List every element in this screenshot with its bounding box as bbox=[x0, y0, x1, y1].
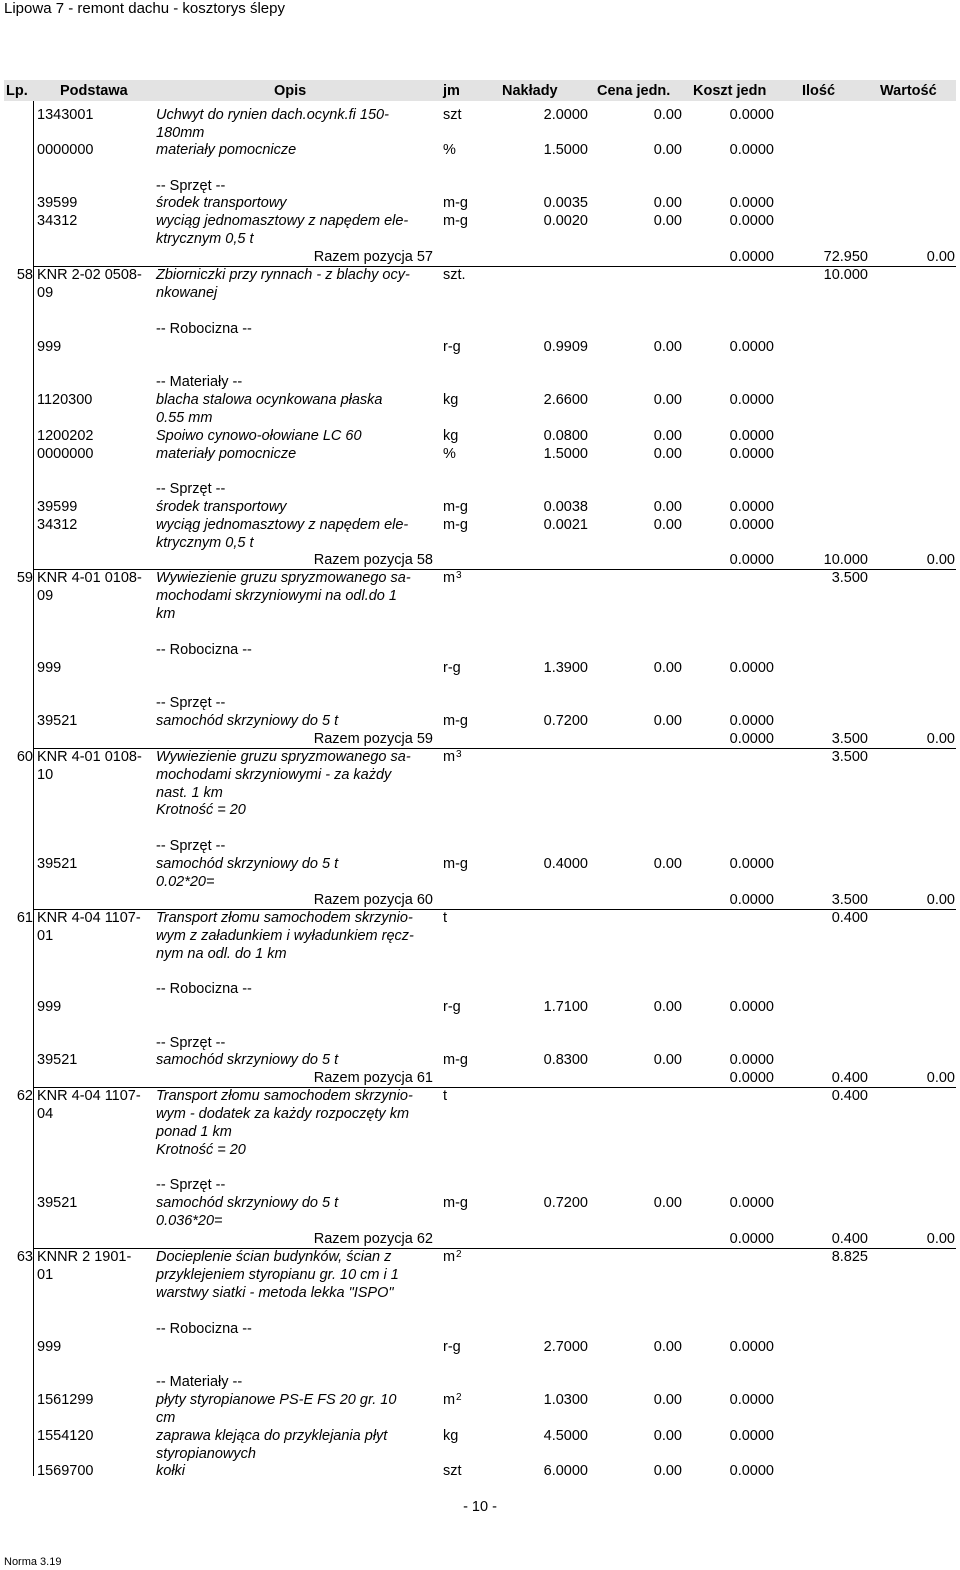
cell-jm: kg bbox=[443, 1428, 459, 1444]
page-number: - 10 - bbox=[463, 1499, 497, 1515]
cell-jm: szt. bbox=[443, 267, 466, 283]
cell-ilosc: 8.825 bbox=[831, 1249, 868, 1265]
cell-kod: 0000000 bbox=[37, 142, 94, 158]
cell-kod: 1554120 bbox=[37, 1428, 94, 1444]
cell-pozycja: Docieplenie ścian budynków, ścian z bbox=[156, 1249, 392, 1265]
cell-jm: t bbox=[443, 1088, 448, 1104]
cell-opis: ktrycznym 0,5 t bbox=[156, 231, 254, 247]
cell-cena: 0.00 bbox=[653, 213, 682, 229]
cell-naklady: 0.8300 bbox=[543, 1052, 588, 1068]
cell-pozycja: nym na odl. do 1 km bbox=[156, 946, 287, 962]
cell-ilosc: 10.000 bbox=[823, 267, 868, 283]
header-ilosc: Ilość bbox=[802, 83, 836, 99]
cell-cena: 0.00 bbox=[653, 660, 682, 676]
cell-opis: Spoiwo cynowo-ołowiane LC 60 bbox=[156, 428, 362, 444]
cell-lp: 60 bbox=[16, 749, 33, 765]
cell-sekcja: -- Robocizna -- bbox=[156, 1321, 252, 1337]
cell-pozycja: wym - dodatek za każdy rozpoczęty km bbox=[156, 1106, 410, 1122]
header-wartosc: Wartość bbox=[880, 83, 937, 99]
cell-ilosc: 72.950 bbox=[823, 249, 868, 265]
cell-kod: 1569700 bbox=[37, 1463, 94, 1479]
cell-naklady: 0.7200 bbox=[543, 1195, 588, 1211]
cell-naklady: 0.0020 bbox=[543, 213, 588, 229]
cell-naklady: 2.7000 bbox=[543, 1339, 588, 1355]
header-opis: Opis bbox=[274, 83, 307, 99]
cell-jm-superscript: 2 bbox=[456, 1392, 462, 1403]
cell-wartosc: 0.00 bbox=[926, 1231, 955, 1247]
cell-cena: 0.00 bbox=[653, 517, 682, 533]
cell-pozycja: km bbox=[156, 606, 176, 622]
cell-jm: r-g bbox=[443, 1339, 461, 1355]
cell-kod: KNR 2-02 0508- bbox=[37, 267, 142, 283]
cell-lp: 62 bbox=[16, 1088, 33, 1104]
cell-ilosc: 0.400 bbox=[831, 1231, 868, 1247]
header-koszt: Koszt jedn bbox=[693, 83, 767, 99]
cell-naklady: 0.0038 bbox=[543, 499, 588, 515]
cell-cena: 0.00 bbox=[653, 713, 682, 729]
page-title: Lipowa 7 - remont dachu - kosztorys ślepy bbox=[4, 0, 285, 17]
cell-jm: kg bbox=[443, 428, 459, 444]
cell-kod: 39521 bbox=[37, 713, 78, 729]
cell-pozycja: mochodami skrzyniowymi na odl.do 1 bbox=[156, 588, 397, 604]
cell-kod: 01 bbox=[37, 928, 54, 944]
cell-naklady: 4.5000 bbox=[543, 1428, 588, 1444]
cell-naklady: 1.3900 bbox=[543, 660, 588, 676]
cell-pozycja: Zbiorniczki przy rynnach - z blachy ocy- bbox=[156, 267, 410, 283]
cell-kod: 39521 bbox=[37, 1195, 78, 1211]
cell-opis: Uchwyt do rynien dach.ocynk.fi 150- bbox=[156, 107, 389, 123]
cell-kod: 0000000 bbox=[37, 446, 94, 462]
cell-jm: t bbox=[443, 910, 448, 926]
header-cena: Cena jedn. bbox=[597, 83, 671, 99]
cell-opis: materiały pomocnicze bbox=[156, 142, 297, 158]
cell-kod: 34312 bbox=[37, 517, 78, 533]
cell-cena: 0.00 bbox=[653, 142, 682, 158]
cell-koszt: 0.0000 bbox=[729, 1392, 774, 1408]
cell-opis: płyty styropianowe PS-E FS 20 gr. 10 bbox=[156, 1392, 397, 1408]
cell-naklady: 1.0300 bbox=[543, 1392, 588, 1408]
cell-wartosc: 0.00 bbox=[926, 249, 955, 265]
cell-naklady: 0.0035 bbox=[543, 195, 588, 211]
table-left-border bbox=[33, 101, 34, 1476]
cell-opis: wyciąg jednomasztowy z napędem ele- bbox=[156, 213, 409, 229]
cell-opis: 0.036*20= bbox=[156, 1213, 223, 1229]
cell-naklady: 0.4000 bbox=[543, 856, 588, 872]
cell-jm-superscript: 3 bbox=[456, 570, 462, 581]
cell-pozycja: Krotność = 20 bbox=[156, 802, 246, 818]
cell-kod: 1343001 bbox=[37, 107, 94, 123]
cell-jm: m-g bbox=[443, 713, 468, 729]
cell-cena: 0.00 bbox=[653, 1339, 682, 1355]
cell-sekcja: -- Sprzęt -- bbox=[156, 695, 226, 711]
cell-kod: 999 bbox=[37, 999, 62, 1015]
cell-naklady: 0.0021 bbox=[543, 517, 588, 533]
cell-jm: szt bbox=[443, 107, 462, 123]
cell-jm: m-g bbox=[443, 213, 468, 229]
cell-cena: 0.00 bbox=[653, 499, 682, 515]
cell-jm: m-g bbox=[443, 1195, 468, 1211]
cell-ilosc: 3.500 bbox=[831, 749, 868, 765]
cell-naklady: 1.5000 bbox=[543, 446, 588, 462]
cell-koszt: 0.0000 bbox=[729, 142, 774, 158]
cell-jm: % bbox=[443, 446, 456, 462]
cell-jm: r-g bbox=[443, 339, 461, 355]
cell-opis: wyciąg jednomasztowy z napędem ele- bbox=[156, 517, 409, 533]
cell-kod: 39599 bbox=[37, 499, 78, 515]
cell-jm: r-g bbox=[443, 660, 461, 676]
cell-opis: 180mm bbox=[156, 125, 205, 141]
cell-razem: Razem pozycja 60 bbox=[313, 892, 433, 908]
norma-version: Norma 3.19 bbox=[4, 1556, 62, 1568]
cell-opis: 0.02*20= bbox=[156, 874, 215, 890]
cell-kod: 10 bbox=[37, 767, 54, 783]
cell-pozycja: wym z załadunkiem i wyładunkiem ręcz- bbox=[156, 928, 414, 944]
cell-kod: 01 bbox=[37, 1267, 54, 1283]
cell-jm: m-g bbox=[443, 499, 468, 515]
cell-pozycja: warstwy siatki - metoda lekka "ISPO" bbox=[156, 1285, 394, 1301]
cell-jm: m bbox=[443, 1249, 456, 1265]
cell-naklady: 2.6600 bbox=[543, 392, 588, 408]
cell-naklady: 2.0000 bbox=[543, 107, 588, 123]
cell-pozycja: nkowanej bbox=[156, 285, 218, 301]
cell-koszt: 0.0000 bbox=[729, 713, 774, 729]
cell-naklady: 1.5000 bbox=[543, 142, 588, 158]
cell-sekcja: -- Robocizna -- bbox=[156, 321, 252, 337]
header-lp: Lp. bbox=[6, 83, 28, 99]
cell-opis: ktrycznym 0,5 t bbox=[156, 535, 254, 551]
cell-lp: 63 bbox=[16, 1249, 33, 1265]
cell-koszt: 0.0000 bbox=[729, 1339, 774, 1355]
cell-naklady: 0.9909 bbox=[543, 339, 588, 355]
cell-koszt: 0.0000 bbox=[729, 392, 774, 408]
cell-jm: szt bbox=[443, 1463, 462, 1479]
cell-opis: cm bbox=[156, 1410, 176, 1426]
cell-jm: r-g bbox=[443, 999, 461, 1015]
cell-opis: samochód skrzyniowy do 5 t bbox=[156, 1195, 339, 1211]
cell-ilosc: 0.400 bbox=[831, 910, 868, 926]
cell-koszt: 0.0000 bbox=[729, 1428, 774, 1444]
cell-ilosc: 0.400 bbox=[831, 1088, 868, 1104]
cell-cena: 0.00 bbox=[653, 1052, 682, 1068]
cell-naklady: 0.0800 bbox=[543, 428, 588, 444]
cell-sekcja: -- Sprzęt -- bbox=[156, 178, 226, 194]
cell-koszt: 0.0000 bbox=[729, 552, 774, 568]
cell-cena: 0.00 bbox=[653, 339, 682, 355]
cell-jm: m-g bbox=[443, 517, 468, 533]
cell-koszt: 0.0000 bbox=[729, 249, 774, 265]
cell-pozycja: Krotność = 20 bbox=[156, 1142, 246, 1158]
cell-koszt: 0.0000 bbox=[729, 446, 774, 462]
cell-kod: 04 bbox=[37, 1106, 54, 1122]
cell-cena: 0.00 bbox=[653, 107, 682, 123]
cell-kod: KNR 4-04 1107- bbox=[37, 1088, 141, 1104]
cell-cena: 0.00 bbox=[653, 1392, 682, 1408]
cell-ilosc: 3.500 bbox=[831, 570, 868, 586]
cell-kod: 39521 bbox=[37, 1052, 78, 1068]
cell-opis: kołki bbox=[156, 1463, 186, 1479]
cell-cena: 0.00 bbox=[653, 195, 682, 211]
cell-jm-superscript: 2 bbox=[456, 1249, 462, 1260]
cell-cena: 0.00 bbox=[653, 392, 682, 408]
cell-lp: 59 bbox=[16, 570, 33, 586]
cell-pozycja: przyklejeniem styropianu gr. 10 cm i 1 bbox=[156, 1267, 399, 1283]
cell-wartosc: 0.00 bbox=[926, 552, 955, 568]
cell-jm: m bbox=[443, 1392, 456, 1408]
cell-wartosc: 0.00 bbox=[926, 1070, 955, 1086]
cell-cena: 0.00 bbox=[653, 1463, 682, 1479]
cell-cena: 0.00 bbox=[653, 1428, 682, 1444]
cell-cena: 0.00 bbox=[653, 446, 682, 462]
cell-kod: 1561299 bbox=[37, 1392, 94, 1408]
cell-lp: 61 bbox=[16, 910, 33, 926]
cell-koszt: 0.0000 bbox=[729, 892, 774, 908]
cell-kod: KNR 4-01 0108- bbox=[37, 749, 142, 765]
cell-kod: 999 bbox=[37, 1339, 62, 1355]
cell-opis: samochód skrzyniowy do 5 t bbox=[156, 713, 339, 729]
cell-opis: zaprawa klejąca do przyklejania płyt bbox=[156, 1428, 388, 1444]
cell-kod: 999 bbox=[37, 660, 62, 676]
cell-razem: Razem pozycja 57 bbox=[313, 249, 433, 265]
cell-naklady: 0.7200 bbox=[543, 713, 588, 729]
cell-opis: samochód skrzyniowy do 5 t bbox=[156, 856, 339, 872]
cell-koszt: 0.0000 bbox=[729, 1070, 774, 1086]
cell-opis: środek transportowy bbox=[156, 195, 287, 211]
cell-pozycja: Wywiezienie gruzu spryzmowanego sa- bbox=[156, 570, 411, 586]
cell-sekcja: -- Sprzęt -- bbox=[156, 481, 226, 497]
cell-koszt: 0.0000 bbox=[729, 517, 774, 533]
header-jm: jm bbox=[443, 83, 460, 99]
cell-kod: KNR 4-04 1107- bbox=[37, 910, 141, 926]
cell-kod: 39521 bbox=[37, 856, 78, 872]
cell-kod: 34312 bbox=[37, 213, 78, 229]
cell-ilosc: 0.400 bbox=[831, 1070, 868, 1086]
cell-sekcja: -- Sprzęt -- bbox=[156, 1035, 226, 1051]
cell-koszt: 0.0000 bbox=[729, 1463, 774, 1479]
cell-pozycja: mochodami skrzyniowymi - za każdy bbox=[156, 767, 392, 783]
cell-koszt: 0.0000 bbox=[729, 195, 774, 211]
cell-wartosc: 0.00 bbox=[926, 731, 955, 747]
cell-kod: 999 bbox=[37, 339, 62, 355]
cell-opis: materiały pomocnicze bbox=[156, 446, 297, 462]
cell-kod: 1200202 bbox=[37, 428, 94, 444]
cell-koszt: 0.0000 bbox=[729, 999, 774, 1015]
cell-opis: samochód skrzyniowy do 5 t bbox=[156, 1052, 339, 1068]
cell-jm-superscript: 3 bbox=[456, 749, 462, 760]
cell-sekcja: -- Robocizna -- bbox=[156, 981, 252, 997]
cell-sekcja: -- Materiały -- bbox=[156, 374, 243, 390]
cell-razem: Razem pozycja 59 bbox=[313, 731, 433, 747]
cell-koszt: 0.0000 bbox=[729, 660, 774, 676]
cell-ilosc: 10.000 bbox=[823, 552, 868, 568]
cell-pozycja: Transport złomu samochodem skrzynio- bbox=[156, 1088, 413, 1104]
cell-koszt: 0.0000 bbox=[729, 731, 774, 747]
cell-opis: środek transportowy bbox=[156, 499, 287, 515]
cell-ilosc: 3.500 bbox=[831, 731, 868, 747]
cell-opis: blacha stalowa ocynkowana płaska bbox=[156, 392, 383, 408]
cell-razem: Razem pozycja 58 bbox=[313, 552, 433, 568]
cell-cena: 0.00 bbox=[653, 999, 682, 1015]
cell-cena: 0.00 bbox=[653, 428, 682, 444]
cell-kod: KNNR 2 1901- bbox=[37, 1249, 132, 1265]
cell-koszt: 0.0000 bbox=[729, 1052, 774, 1068]
cell-koszt: 0.0000 bbox=[729, 1231, 774, 1247]
cell-kod: 1120300 bbox=[37, 392, 93, 408]
cell-koszt: 0.0000 bbox=[729, 428, 774, 444]
cell-cena: 0.00 bbox=[653, 1195, 682, 1211]
cell-koszt: 0.0000 bbox=[729, 339, 774, 355]
cell-opis: 0.55 mm bbox=[156, 410, 213, 426]
cell-lp: 58 bbox=[16, 267, 33, 283]
cell-koszt: 0.0000 bbox=[729, 499, 774, 515]
cell-jm: m bbox=[443, 570, 456, 586]
cell-koszt: 0.0000 bbox=[729, 107, 774, 123]
cell-pozycja: nast. 1 km bbox=[156, 785, 223, 801]
cell-naklady: 1.7100 bbox=[543, 999, 588, 1015]
cell-opis: styropianowych bbox=[156, 1446, 256, 1462]
header-podstawa: Podstawa bbox=[60, 83, 128, 99]
cell-sekcja: -- Sprzęt -- bbox=[156, 838, 226, 854]
cell-kod: KNR 4-01 0108- bbox=[37, 570, 142, 586]
cell-kod: 09 bbox=[37, 285, 54, 301]
cell-razem: Razem pozycja 61 bbox=[313, 1070, 433, 1086]
cell-razem: Razem pozycja 62 bbox=[313, 1231, 433, 1247]
cell-pozycja: Transport złomu samochodem skrzynio- bbox=[156, 910, 413, 926]
cell-jm: % bbox=[443, 142, 456, 158]
cell-kod: 39599 bbox=[37, 195, 78, 211]
cell-koszt: 0.0000 bbox=[729, 1195, 774, 1211]
cell-jm: kg bbox=[443, 392, 459, 408]
cell-sekcja: -- Sprzęt -- bbox=[156, 1177, 226, 1193]
cell-jm: m-g bbox=[443, 1052, 468, 1068]
cell-cena: 0.00 bbox=[653, 856, 682, 872]
cell-sekcja: -- Robocizna -- bbox=[156, 642, 252, 658]
cell-kod: 09 bbox=[37, 588, 54, 604]
cell-pozycja: Wywiezienie gruzu spryzmowanego sa- bbox=[156, 749, 411, 765]
cell-jm: m-g bbox=[443, 195, 468, 211]
cell-wartosc: 0.00 bbox=[926, 892, 955, 908]
cell-koszt: 0.0000 bbox=[729, 856, 774, 872]
cell-naklady: 6.0000 bbox=[543, 1463, 588, 1479]
cell-sekcja: -- Materiały -- bbox=[156, 1374, 243, 1390]
cell-ilosc: 3.500 bbox=[831, 892, 868, 908]
cell-pozycja: ponad 1 km bbox=[156, 1124, 232, 1140]
cell-jm: m-g bbox=[443, 856, 468, 872]
cell-koszt: 0.0000 bbox=[729, 213, 774, 229]
cell-jm: m bbox=[443, 749, 456, 765]
header-naklady: Nakłady bbox=[502, 83, 558, 99]
